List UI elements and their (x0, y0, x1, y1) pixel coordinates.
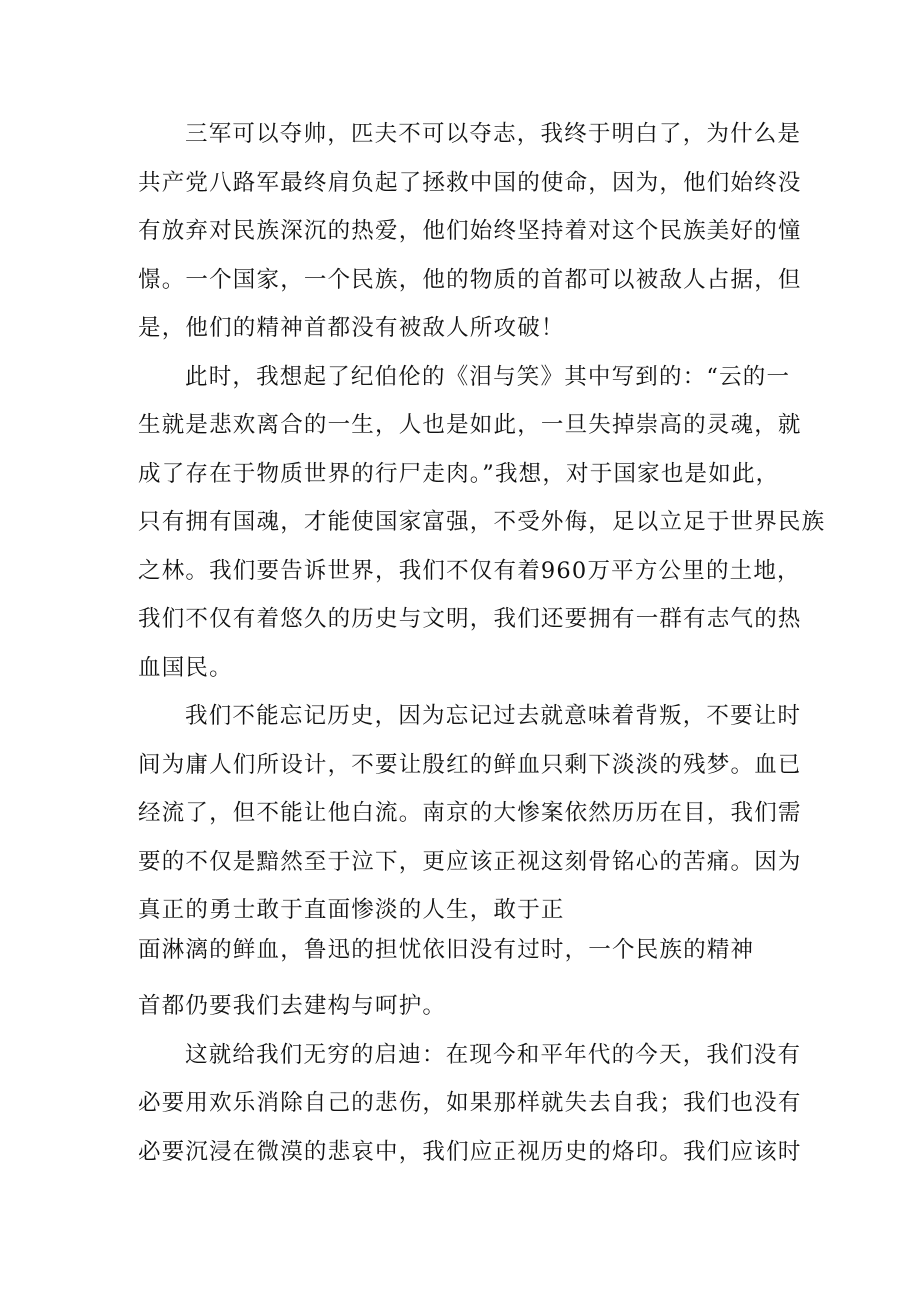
text-line: 必要用欢乐消除自己的悲伤，如果那样就失去自我；我们也没有 (138, 1090, 802, 1116)
text-line: 必要沉浸在微漠的悲哀中，我们应正视历史的烙印。我们应该时 (138, 1138, 802, 1165)
paragraph-4 (138, 1031, 802, 1177)
text-line: 生就是悲欢离合的一生，人也是如此，一旦失掉崇高的灵魂，就 (138, 412, 802, 438)
text-line: 真正的勇士敢于直面惨淡的人生，敢于正 (138, 897, 565, 923)
text-line: 此时，我想起了纪伯伦的《泪与笑》其中写到的：“云的一 (185, 363, 791, 390)
text-line: 共产党八路军最终肩负起了拯救中国的使命，因为，他们始终没 (138, 169, 802, 196)
document-body (138, 110, 826, 1176)
text-line: 只有拥有国魂，才能使国家富强，不受外侮，足以立足于世界民族 (138, 509, 826, 535)
text-line: 要的不仅是黯然至于泣下，更应该正视这刻骨铭心的苦痛。因为 (138, 848, 802, 875)
text-line: 间为庸人们所设计，不要让殷红的鲜血只剩下淡淡的残梦。血已 (138, 751, 802, 778)
text-line: 成了存在于物质世界的行尸走肉。”我想，对于国家也是如此， (138, 460, 780, 487)
text-line: 有放弃对民族深沉的热爱，他们始终坚持着对这个民族美好的憧 (138, 218, 802, 244)
text-line: 血国民。 (138, 654, 233, 681)
text-line: 这就给我们无穷的启迪：在现今和平年代的今天，我们没有 (185, 1041, 802, 1068)
text-line: 首都仍要我们去建构与呵护。 (138, 993, 447, 1019)
text-line: 我们不仅有着悠久的历史与文明，我们还要拥有一群有志气的热 (138, 606, 802, 632)
paragraph-1 (138, 110, 802, 353)
text-line: 我们不能忘记历史，因为忘记过去就意味着背叛，不要让时 (185, 703, 802, 729)
text-line: 面淋漓的鲜血，鲁迅的担忧依旧没有过时，一个民族的精神 (138, 937, 755, 963)
text-line: 经流了，但不能让他白流。南京的大惨案依然历历在目，我们需 (138, 800, 802, 826)
text-line: 三军可以夺帅，匹夫不可以夺志，我终于明白了，为什么是 (185, 121, 802, 147)
text-line: 之林。我们要告诉世界，我们不仅有着960万平方公里的土地， (138, 557, 801, 584)
paragraph-2 (138, 353, 826, 693)
text-line: 憬。一个国家，一个民族，他的物质的首都可以被敌人占据，但 (138, 266, 802, 293)
paragraph-3 (138, 692, 802, 1031)
text-line: 是，他们的精神首都没有被敌人所攻破！ (138, 315, 565, 341)
